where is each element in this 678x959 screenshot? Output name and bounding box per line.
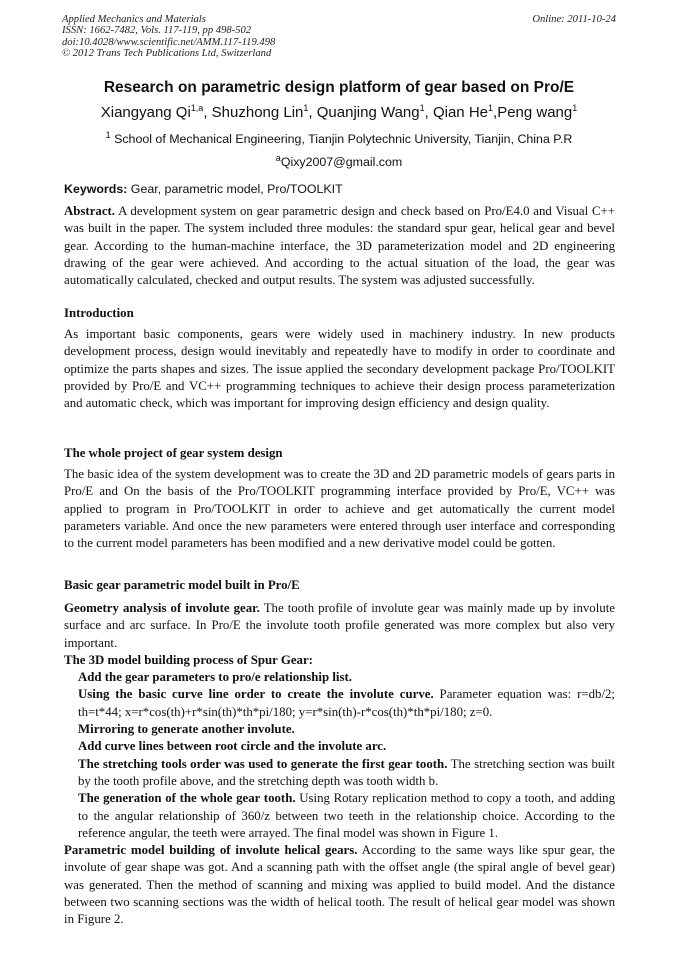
abstract-text: A development system on gear parametric design and check based on Pro/E4.0 and Visual C++ was built in the paper. The system included three modules: the standard spur gear, helical gear and bevel gear. According to the human-machine interface, the 3D parameterization model and 2D engineering drawing of the gear were achieved. And according to the actual situation of the load, the gear was automatically calculated, checked and output results. The system was adjusted successfully. (64, 204, 615, 288)
step-2-text: Parameter equation was: r=db/2; th=t*44; x=r*cos(th)+r*sin(th)*th*pi/180; y=r*sin(th)-r*cos(th)*th*pi/180; z=0. (78, 687, 616, 719)
author-sup: 1 (488, 103, 494, 113)
abstract-label: Abstract. (64, 204, 116, 218)
author-sep: , (424, 104, 433, 121)
author-email[interactable] (0, 153, 678, 169)
section-heading-basic-model: Basic gear parametric model built in Pro/E (64, 578, 300, 592)
author-sup: 1,a (190, 103, 204, 113)
step-4-text: Add curve lines between root circle and the involute arc. (78, 739, 387, 754)
author-name: Qian He (432, 104, 488, 121)
abstract-paragraph (64, 203, 615, 289)
step-5-label: The stretching tools order was used to generate the first gear tooth. (78, 756, 448, 771)
geometry-label: Geometry analysis of involute gear. (64, 601, 260, 615)
whole-project-text: The basic idea of the system development was to create the 3D and 2D parametric models of gears parts in Pro/E and On the basis of the Pro/TOOLKIT programming interface provided by Pro/E, VC++ was applied to program in Pro/TOOLKIT in order to achieve and get automatically the current model parameters variable. And once the new parameters were entered through user interface and corresponding to the current model parameters has been modified and a new derivative model could be gotten. (64, 467, 615, 551)
step-2-label: Using the basic curve line order to create the involute curve. (78, 687, 434, 702)
introduction-paragraph (64, 326, 615, 412)
copyright-line: © 2012 Trans Tech Publications Ltd, Switzerland (62, 48, 272, 60)
author-name: Shuzhong Lin (211, 104, 304, 121)
online-date: Online: 2011-10-24 (532, 14, 616, 25)
spur-heading-text: The 3D model building process of Spur Gear: (64, 652, 313, 667)
basic-model-section (64, 600, 615, 929)
keywords-text: Gear, parametric model, Pro/TOOLKIT (127, 182, 343, 196)
author-sup: 1 (419, 103, 425, 113)
step-6-label: The generation of the whole gear tooth. (78, 791, 296, 806)
section-heading-whole-project: The whole project of gear system design (64, 446, 283, 460)
affiliation (0, 130, 678, 146)
step-3-text: Mirroring to generate another involute. (78, 722, 295, 737)
email-text[interactable]: Qixy2007@gmail.com (280, 155, 403, 170)
author-sup: 1 (303, 103, 309, 113)
spur-heading (64, 652, 615, 669)
journal-header (62, 14, 616, 60)
helical-text: According to the same ways like spur gear, the involute of gear shape was got. And a scanning path with the offset angle (the spiral angle of bevel gear) was generated. Then the method of scanning and mixing was applied to build model. And the distance between two scanning sections was the width of helical tooth. The result of helical gear model was shown in Figure 2. (64, 843, 615, 927)
author-sep: , (493, 104, 498, 121)
affiliation-text: School of Mechanical Engineering, Tianjin Polytechnic University, Tianjin, China P.R (110, 132, 573, 147)
helical-label: Parametric model building of involute helical gears. (64, 843, 358, 858)
step-2 (64, 686, 615, 721)
author-list (0, 103, 678, 121)
whole-project-paragraph (64, 466, 615, 552)
helical-paragraph (64, 842, 615, 928)
step-6-text: Using Rotary replication method to copy a tooth, and adding to the angular relationship of 360/z between two teeth in the relationship choice. According to the reference angular, the teeth were arrayed. The final model was shown in Figure 1. (78, 791, 616, 840)
doi-line: doi:10.4028/www.scientific.net/AMM.117-119.498 (62, 36, 276, 48)
step-3 (64, 721, 615, 738)
author-name: Peng wang (497, 104, 573, 121)
email-sup: a (275, 153, 281, 163)
author-sep: , (203, 104, 212, 121)
keywords-label: Keywords: (64, 182, 128, 196)
step-1-text: Add the gear parameters to pro/e relationship list. (78, 670, 352, 685)
geometry-paragraph (64, 600, 615, 652)
author-sep: , (308, 104, 317, 121)
author-name: Xiangyang Qi (100, 104, 191, 121)
step-6 (64, 790, 615, 842)
issn-line: ISSN: 1662-7482, Vols. 117-119, pp 498-502 (62, 25, 252, 37)
step-5-text: The stretching section was built by the tooth profile above, and the stretching depth was tooth width b. (78, 756, 615, 788)
step-4 (64, 738, 615, 755)
journal-name: Applied Mechanics and Materials (62, 14, 206, 25)
step-1 (64, 669, 615, 686)
introduction-text: As important basic components, gears were widely used in machinery industry. In new products development process, design would inevitably and repeatedly have to modify in order to coordinate and optimize the parts shapes and sizes. The issue applied the secondary development package Pro/TOOLKIT provided by Pro/E and VC++ programming techniques to achieve their design process parameterization and automatic check, which was important for improving design efficiency and design quality. (64, 327, 615, 411)
keywords (64, 182, 615, 196)
affiliation-sup: 1 (105, 130, 111, 140)
geometry-text: The tooth profile of involute gear was mainly made up by involute surface and arc surface. In Pro/E the involute tooth profile generated was more complex but also very important. (64, 601, 615, 650)
step-5 (64, 756, 615, 791)
author-sup: 1 (572, 103, 578, 113)
author-name: Quanjing Wang (316, 104, 420, 121)
section-heading-introduction: Introduction (64, 306, 134, 320)
paper-title: Research on parametric design platform of gear based on Pro/E (103, 79, 575, 96)
